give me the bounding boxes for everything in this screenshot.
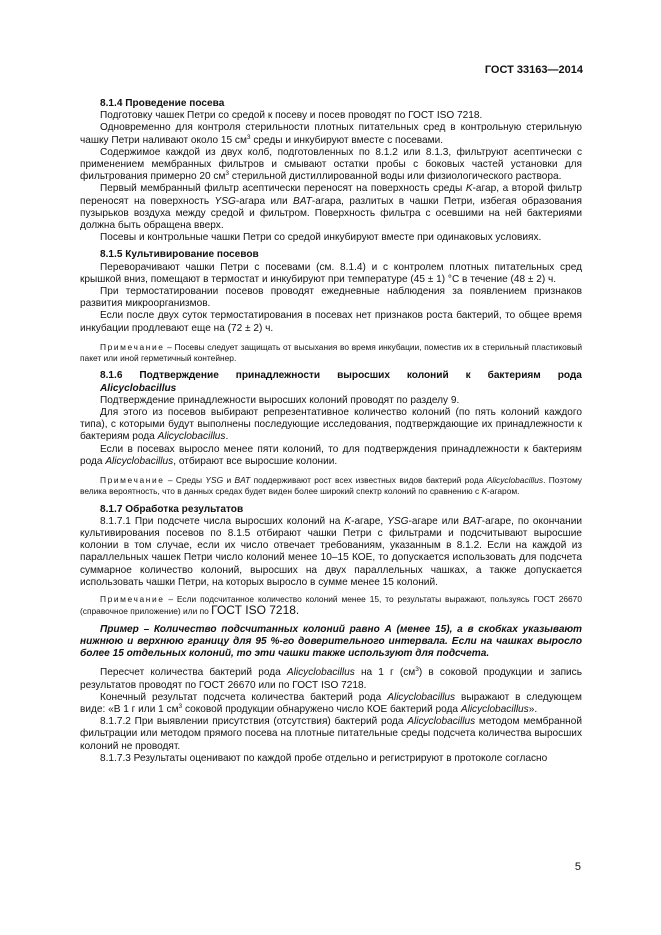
paragraph: Одновременно для контроля стерильности плотных питательных сред в контрольную стерильную чашку Петри наливают около 15 $см^3$ среды и инкубируют вместе с посевами. — [80, 122, 582, 146]
paragraph: Первый мембранный фильтр асептически переносят на поверхность среды K-агар, а второй фильтр переносят на поверхность YSG-агара или BAT-агара, разлитых в чашки Петри, избегая образования пузырьков воздуха между средой и фильтром. Поверхность фильтра с осевшими на ней бактериями должна быть обращена вверх. — [80, 183, 582, 232]
paragraph: Пересчет количества бактерий рода Alicyclobacillus на 1 г $(см^3)$ в соковой продукции и запись результатов проводят по ГОСТ 26670 или по ГОСТ ISO 7218. — [80, 666, 582, 691]
paragraph: Для этого из посевов выбирают репрезентативное количество колоний (по пять колоний каждого типа), с которыми будут выполнены последующие исследования, подтверждающие их принадлежности к бактериям рода Alicyclobacillus. — [80, 407, 582, 443]
section-8-1-6-title-genus: Alicyclobacillus — [100, 382, 177, 394]
note: Примечание – Если подсчитанное количество колоний менее 15, то результаты выражают, пользуясь ГОСТ 26670 (справочное приложение) или по ГОСТ ISO 7218. — [80, 594, 582, 617]
section-8-1-7-title: 8.1.7 Обработка результатов — [100, 503, 244, 515]
paragraph: Если в посевах выросло менее пяти колоний, то для подтверждения принадлежности к бактериям рода Alicyclobacillus, отбирают все выросшие колонии. — [80, 443, 582, 467]
paragraph: 8.1.7.3 Результаты оценивают по каждой пробе отдельно и регистрируют в протоколе согласно — [100, 752, 548, 764]
paragraph: Переворачивают чашки Петри с посевами (см. 8.1.4) и с контролем плотных питательных сред крышкой вниз, помещают в термостат и инкубируют при температуре (45 ± 1) °С в течение (48 ± 2) ч. — [80, 261, 582, 285]
note: Примечание – Среды YSG и BAT поддерживают рост всех известных видов бактерий рода Alicyclobacillus. Поэтому велика вероятность, что в данных средах будет виден более широкий спектр колоний по сравнению с K-агаром. — [80, 475, 582, 496]
paragraph: 8.1.7.2 При выявлении присутствия (отсутствия) бактерий рода Alicyclobacillus методом мембранной фильтрации или методом прямого посева на плотные питательные среды подсчета количества выросших колоний не проводят. — [80, 716, 582, 752]
paragraph: Если после двух суток термостатирования в посевах нет признаков роста бактерий, то общее время инкубации продлевают еще на (72 ± 2) ч. — [80, 310, 582, 334]
note: Примечание – Посевы следует защищать от высыхания во время инкубации, поместив их в стерильный пластиковый пакет или иной герметичный контейнер. — [80, 341, 582, 363]
paragraph: Подготовку чашек Петри со средой к посеву и посев проводят по ГОСТ ISO 7218. — [100, 110, 483, 122]
section-8-1-5-title: 8.1.5 Культивирование посевов — [100, 249, 259, 261]
paragraph: 8.1.7.1 При подсчете числа выросших колоний на K-агаре, YSG-агаре или BAT-агаре, по окончании культивирования посевов по 8.1.5 отбирают чашки Петри с фильтрами и подсчитывают выросшие колонии в том случае, если их число отвечает требованиям, указанным в 8.1.2. Если на каждой из параллельных чашек Петри число колоний менее 10–15 КОЕ, то допускается использовать для подсчета суммарное количество колоний, выросших на двух параллельных чашках, а также допускается использовать чашки Петри, на которых выросло в сумме менее 15 колоний. — [80, 515, 582, 588]
page-content — [80, 98, 582, 765]
section-8-1-6-title: 8.1.6 Подтверждение принадлежности выросших колоний к бактериям рода — [100, 370, 582, 382]
standard-header: ГОСТ 33163—2014 — [484, 64, 583, 76]
page-number: 5 — [574, 861, 581, 873]
example: Пример – Количество подсчитанных колоний равно А (менее 15), а в скобках указывают нижнюю и верхнюю границу для 95 %-го доверительного интервала. Если на чашках выросло более 15 отдельных колоний, то эти чашки также используют для подсчета. — [80, 623, 582, 660]
paragraph: Посевы и контрольные чашки Петри со средой инкубируют вместе при одинаковых условиях. — [100, 232, 542, 244]
section-8-1-4-title: 8.1.4 Проведение посева — [100, 98, 225, 109]
paragraph: Конечный результат подсчета количества бактерий рода Alicyclobacillus выражают в следующем виде: «В 1 г или 1 $см^3$ соковой продукции обнаружено число КОЕ бактерий рода Alicyclobacillus». — [80, 691, 582, 715]
paragraph: При термостатировании посевов проводят ежедневные наблюдения за появлением признаков развития микроорганизмов. — [80, 286, 582, 310]
paragraph: Содержимое каждой из двух колб, подготовленных по 8.1.2 или 8.1.3, фильтруют асептически с применением мембранных фильтров и смывают остатки пробы с боковых частей установки для фильтрования примерно 20 $см^3$ стерильной дистиллированной воды или физиологического раствора. — [80, 146, 582, 183]
paragraph: Подтверждение принадлежности выросших колоний проводят по разделу 9. — [100, 394, 460, 406]
